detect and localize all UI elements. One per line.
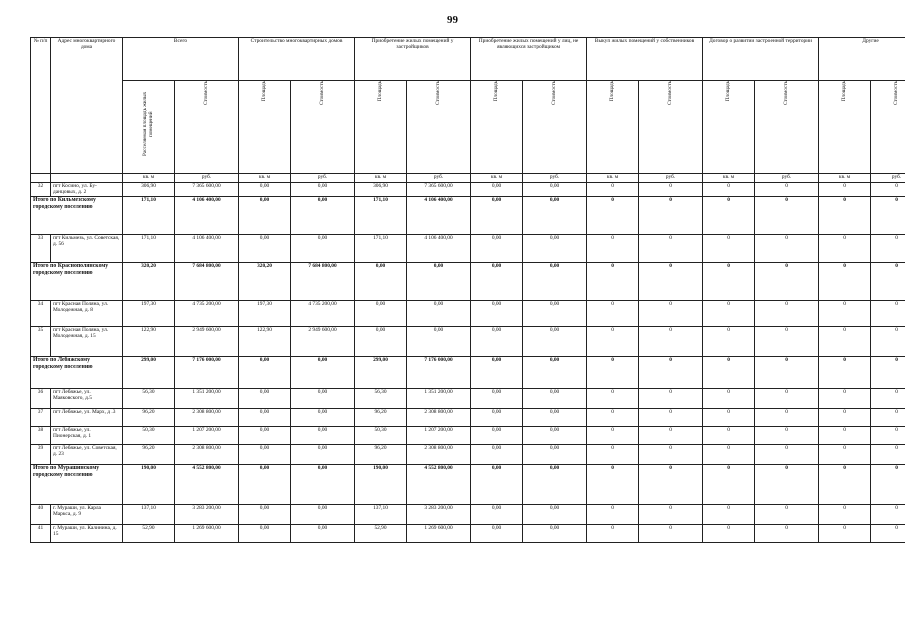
header-subcolumn-label: Расселяемая площадь жилых помещений (142, 91, 155, 157)
unit-cell: кв. м (819, 174, 871, 183)
cost-cell: 1 351 200,00 (407, 389, 471, 409)
area-cell: 0 (703, 389, 755, 409)
area-cell: 0,00 (239, 505, 291, 525)
area-cell: 0 (587, 197, 639, 235)
area-cell: 320,20 (239, 263, 291, 301)
area-cell: 0 (819, 409, 871, 427)
header-subcolumn-label: Площадь (377, 81, 384, 102)
area-cell: 52,90 (123, 525, 175, 543)
area-cell: 0 (703, 301, 755, 327)
cost-cell: 0 (871, 183, 905, 197)
unit-cell: кв. м (587, 174, 639, 183)
area-cell: 0 (587, 301, 639, 327)
header-subcolumn-label: Стоимость (203, 81, 210, 105)
cost-cell: 0 (639, 505, 703, 525)
area-cell: 0 (819, 327, 871, 357)
area-cell: 0 (819, 263, 871, 301)
cost-cell: 7 176 000,00 (175, 357, 239, 389)
cost-cell: 0,00 (523, 505, 587, 525)
cost-cell: 2 308 800,00 (407, 409, 471, 427)
header-subcolumn-label: Площадь (493, 81, 500, 102)
cost-cell: 0,00 (291, 235, 355, 263)
cost-cell: 0 (639, 235, 703, 263)
cost-cell: 0,00 (291, 357, 355, 389)
cost-cell: 4 106 400,00 (407, 197, 471, 235)
cost-cell: 7 176 000,00 (407, 357, 471, 389)
area-cell: 0,00 (471, 525, 523, 543)
area-cell: 0 (819, 235, 871, 263)
area-cell: 0 (587, 263, 639, 301)
area-cell: 0 (587, 327, 639, 357)
header-subcolumn (703, 81, 755, 174)
cost-cell: 0 (755, 409, 819, 427)
area-cell: 171,10 (123, 197, 175, 235)
cost-cell: 0 (639, 465, 703, 505)
cost-cell: 7 365 600,00 (407, 183, 471, 197)
area-cell: 0 (703, 263, 755, 301)
unit-cell: руб. (407, 174, 471, 183)
table-row (31, 183, 905, 197)
header-subcolumn-label: Стоимость (783, 81, 790, 105)
header-subcolumn (175, 81, 239, 174)
area-cell: 0,00 (239, 525, 291, 543)
header-subcolumn (239, 81, 291, 174)
area-cell: 0,00 (471, 465, 523, 505)
area-cell: 0 (703, 427, 755, 445)
area-cell: 306,90 (123, 183, 175, 197)
cost-cell: 0,00 (291, 183, 355, 197)
cost-cell: 0 (755, 327, 819, 357)
header-subcolumn-label: Стоимость (319, 81, 326, 105)
table-body (31, 183, 905, 543)
area-cell: 0 (703, 327, 755, 357)
header-group-buyout: Выкуп жилых помещений у собственников (587, 38, 703, 81)
address-cell: г. Мураши, ул. Карла Маркса, д. 9 (51, 505, 123, 525)
total-row (31, 357, 905, 389)
header-subcolumn (871, 81, 905, 174)
address-cell: пгт Лебяжье, ул. Советская, д. 23 (51, 445, 123, 465)
cost-cell: 1 207 200,00 (407, 427, 471, 445)
total-row (31, 465, 905, 505)
cost-cell: 0,00 (523, 525, 587, 543)
row-number: 36 (31, 389, 51, 409)
area-cell: 0,00 (355, 327, 407, 357)
area-cell: 171,10 (355, 235, 407, 263)
area-cell: 0,00 (239, 427, 291, 445)
resettlement-table (30, 37, 905, 543)
cost-cell: 0 (871, 409, 905, 427)
unit-cell: руб. (523, 174, 587, 183)
cost-cell: 0,00 (407, 263, 471, 301)
cost-cell: 0 (639, 445, 703, 465)
area-cell: 96,20 (123, 445, 175, 465)
area-cell: 190,00 (123, 465, 175, 505)
cost-cell: 1 351 200,00 (175, 389, 239, 409)
area-cell: 0 (587, 409, 639, 427)
cost-cell: 0 (639, 525, 703, 543)
area-cell: 56,30 (355, 389, 407, 409)
header-subcolumn-row (31, 81, 905, 174)
cost-cell: 0 (639, 197, 703, 235)
cost-cell: 0 (639, 301, 703, 327)
header-subcolumn (523, 81, 587, 174)
table-row (31, 327, 905, 357)
unit-cell: руб. (755, 174, 819, 183)
area-cell: 0 (703, 525, 755, 543)
cost-cell: 0 (871, 327, 905, 357)
area-cell: 197,30 (239, 301, 291, 327)
area-cell: 0,00 (239, 465, 291, 505)
area-cell: 0 (819, 197, 871, 235)
area-cell: 0,00 (239, 445, 291, 465)
header-subcolumn (587, 81, 639, 174)
area-cell: 299,00 (123, 357, 175, 389)
header-subcolumn-label: Стоимость (435, 81, 442, 105)
cost-cell: 4 106 400,00 (175, 235, 239, 263)
units-blank-cell (51, 174, 123, 183)
cost-cell: 0,00 (291, 525, 355, 543)
area-cell: 96,20 (355, 409, 407, 427)
cost-cell: 2 949 600,00 (291, 327, 355, 357)
unit-cell: кв. м (355, 174, 407, 183)
header-subcolumn (639, 81, 703, 174)
cost-cell: 3 283 200,00 (407, 505, 471, 525)
page-number: 99 (447, 14, 458, 26)
row-number: 35 (31, 327, 51, 357)
cost-cell: 0 (755, 389, 819, 409)
header-subcolumn-label: Площадь (261, 81, 268, 102)
cost-cell: 0,00 (291, 197, 355, 235)
cost-cell: 4 735 200,00 (291, 301, 355, 327)
cost-cell: 0 (871, 427, 905, 445)
unit-cell: руб. (871, 174, 905, 183)
cost-cell: 0,00 (523, 327, 587, 357)
address-cell: г. Мураши, ул. Калинина, д. 15 (51, 525, 123, 543)
cost-cell: 0 (871, 445, 905, 465)
area-cell: 0 (703, 197, 755, 235)
header-subcolumn (123, 81, 175, 174)
area-cell: 122,90 (123, 327, 175, 357)
header-group-other: Другие (819, 38, 905, 81)
area-cell: 0,00 (471, 427, 523, 445)
area-cell: 0 (587, 465, 639, 505)
cost-cell: 0,00 (407, 301, 471, 327)
area-cell: 320,20 (123, 263, 175, 301)
address-cell: пгт Кильмезь, ул. Советская, д. 56 (51, 235, 123, 263)
cost-cell: 0 (639, 409, 703, 427)
area-cell: 0,00 (471, 197, 523, 235)
cost-cell: 4 552 800,00 (175, 465, 239, 505)
cost-cell: 1 207 200,00 (175, 427, 239, 445)
area-cell: 0,00 (471, 235, 523, 263)
area-cell: 0,00 (239, 409, 291, 427)
unit-cell: кв. м (703, 174, 755, 183)
table-row (31, 445, 905, 465)
area-cell: 0,00 (471, 445, 523, 465)
address-cell: пгт Красная Поляна, ул. Молодежная, д. 8 (51, 301, 123, 327)
cost-cell: 0 (755, 235, 819, 263)
unit-cell: руб. (639, 174, 703, 183)
area-cell: 0 (587, 505, 639, 525)
cost-cell: 0,00 (291, 427, 355, 445)
cost-cell: 0 (871, 357, 905, 389)
cost-cell: 0 (871, 505, 905, 525)
table-row (31, 525, 905, 543)
area-cell: 0 (819, 357, 871, 389)
area-cell: 0,00 (239, 197, 291, 235)
cost-cell: 0,00 (291, 409, 355, 427)
cost-cell: 0 (755, 357, 819, 389)
header-number: № п/п (31, 38, 51, 174)
header-subcolumn-label: Площадь (841, 81, 848, 102)
cost-cell: 7 684 800,00 (175, 263, 239, 301)
cost-cell: 0 (639, 327, 703, 357)
area-cell: 0 (819, 389, 871, 409)
area-cell: 299,00 (355, 357, 407, 389)
area-cell: 96,20 (355, 445, 407, 465)
cost-cell: 2 308 800,00 (175, 445, 239, 465)
cost-cell: 0,00 (523, 183, 587, 197)
cost-cell: 2 308 800,00 (175, 409, 239, 427)
row-number: 37 (31, 409, 51, 427)
area-cell: 0,00 (471, 389, 523, 409)
table-row (31, 235, 905, 263)
cost-cell: 0,00 (291, 445, 355, 465)
cost-cell: 0 (871, 389, 905, 409)
cost-cell: 7 365 600,00 (175, 183, 239, 197)
unit-cell: кв. м (239, 174, 291, 183)
cost-cell: 2 308 800,00 (407, 445, 471, 465)
header-subcolumn-label: Стоимость (551, 81, 558, 105)
table-row (31, 409, 905, 427)
area-cell: 0,00 (471, 357, 523, 389)
cost-cell: 0,00 (523, 427, 587, 445)
table-row (31, 301, 905, 327)
area-cell: 0 (587, 357, 639, 389)
area-cell: 52,90 (355, 525, 407, 543)
area-cell: 0,00 (471, 327, 523, 357)
cost-cell: 0 (871, 197, 905, 235)
cost-cell: 0 (755, 525, 819, 543)
header-subcolumn (819, 81, 871, 174)
unit-cell: кв. м (471, 174, 523, 183)
area-cell: 50,30 (355, 427, 407, 445)
cost-cell: 0 (871, 263, 905, 301)
header-subcolumn (355, 81, 407, 174)
cost-cell: 0 (639, 357, 703, 389)
area-cell: 0 (703, 445, 755, 465)
cost-cell: 0,00 (291, 389, 355, 409)
table-row (31, 389, 905, 409)
cost-cell: 0 (639, 427, 703, 445)
cost-cell: 0 (871, 465, 905, 505)
area-cell: 306,90 (355, 183, 407, 197)
unit-cell: руб. (175, 174, 239, 183)
area-cell: 0,00 (471, 301, 523, 327)
area-cell: 0 (819, 445, 871, 465)
header-subcolumn (471, 81, 523, 174)
cost-cell: 7 684 800,00 (291, 263, 355, 301)
unit-cell: руб. (291, 174, 355, 183)
address-cell: пгт Лебяжье, ул. Маяковского, д.5 (51, 389, 123, 409)
row-number: 40 (31, 505, 51, 525)
cost-cell: 0 (639, 183, 703, 197)
cost-cell: 0,00 (523, 197, 587, 235)
total-label: Итого по Кильмезскому городскому поселению (31, 197, 123, 235)
area-cell: 0 (703, 183, 755, 197)
header-units-row (31, 174, 905, 183)
area-cell: 0 (819, 505, 871, 525)
area-cell: 0,00 (239, 357, 291, 389)
area-cell: 96,20 (123, 409, 175, 427)
header-group-purchase-non-developers: Приобретение жилых помещений у лиц, не являющихся застройщиком (471, 38, 587, 81)
area-cell: 0,00 (471, 409, 523, 427)
cost-cell: 1 269 600,00 (407, 525, 471, 543)
area-cell: 0 (703, 465, 755, 505)
header-subcolumn (755, 81, 819, 174)
area-cell: 0,00 (239, 235, 291, 263)
cost-cell: 0,00 (523, 263, 587, 301)
total-label: Итого по Краснополянскому городскому поселению (31, 263, 123, 301)
cost-cell: 4 735 200,00 (175, 301, 239, 327)
area-cell: 0 (587, 525, 639, 543)
cost-cell: 0 (755, 465, 819, 505)
header-group-development-agreement: Договор о развитии застроенной территории (703, 38, 819, 81)
area-cell: 0,00 (355, 301, 407, 327)
area-cell: 0 (819, 183, 871, 197)
row-number: 41 (31, 525, 51, 543)
row-number: 38 (31, 427, 51, 445)
cost-cell: 0,00 (523, 389, 587, 409)
area-cell: 0 (819, 301, 871, 327)
cost-cell: 0,00 (291, 505, 355, 525)
table-row (31, 427, 905, 445)
cost-cell: 0 (755, 263, 819, 301)
area-cell: 0,00 (471, 263, 523, 301)
units-blank-cell (31, 174, 51, 183)
area-cell: 56,30 (123, 389, 175, 409)
total-label: Итого по Лебяжскому городскому поселению (31, 357, 123, 389)
unit-cell: кв. м (123, 174, 175, 183)
address-cell: пгт Красная Поляна, ул. Молодежная, д. 15 (51, 327, 123, 357)
area-cell: 0 (587, 235, 639, 263)
area-cell: 0 (703, 505, 755, 525)
cost-cell: 0 (639, 263, 703, 301)
cost-cell: 0 (871, 235, 905, 263)
area-cell: 0 (819, 525, 871, 543)
cost-cell: 0 (755, 445, 819, 465)
area-cell: 0 (587, 445, 639, 465)
cost-cell: 4 106 400,00 (175, 197, 239, 235)
address-cell: пгт Косино, ул. Бу- данцовых, д. 2 (51, 183, 123, 197)
area-cell: 0 (819, 427, 871, 445)
cost-cell: 0,00 (407, 327, 471, 357)
header-group-total: Всего (123, 38, 239, 81)
cost-cell: 0 (755, 183, 819, 197)
header-subcolumn-label: Площадь (609, 81, 616, 102)
area-cell: 0 (587, 427, 639, 445)
area-cell: 0 (819, 465, 871, 505)
cost-cell: 0 (871, 525, 905, 543)
cost-cell: 0 (755, 505, 819, 525)
header-group-row (31, 38, 905, 81)
cost-cell: 0 (755, 427, 819, 445)
header-subcolumn-label: Стоимость (667, 81, 674, 105)
area-cell: 137,10 (123, 505, 175, 525)
cost-cell: 4 106 400,00 (407, 235, 471, 263)
area-cell: 0,00 (355, 263, 407, 301)
cost-cell: 0,00 (523, 409, 587, 427)
row-number: 33 (31, 235, 51, 263)
cost-cell: 2 949 600,00 (175, 327, 239, 357)
header-address: Адрес многоквартирного дома (51, 38, 123, 174)
cost-cell: 0,00 (523, 445, 587, 465)
area-cell: 137,10 (355, 505, 407, 525)
row-number: 32 (31, 183, 51, 197)
area-cell: 0 (587, 183, 639, 197)
cost-cell: 0 (755, 197, 819, 235)
total-row (31, 263, 905, 301)
cost-cell: 0,00 (523, 357, 587, 389)
header-subcolumn-label: Площадь (725, 81, 732, 102)
cost-cell: 0,00 (523, 235, 587, 263)
area-cell: 0 (587, 389, 639, 409)
area-cell: 190,00 (355, 465, 407, 505)
cost-cell: 4 552 800,00 (407, 465, 471, 505)
area-cell: 122,90 (239, 327, 291, 357)
header-subcolumn (407, 81, 471, 174)
cost-cell: 0 (755, 301, 819, 327)
cost-cell: 0 (639, 389, 703, 409)
table-row (31, 505, 905, 525)
area-cell: 171,10 (123, 235, 175, 263)
header-subcolumn (291, 81, 355, 174)
area-cell: 171,10 (355, 197, 407, 235)
total-row (31, 197, 905, 235)
area-cell: 0,00 (239, 389, 291, 409)
header-group-purchase-developers: Приобретение жилых помещений у застройщиков (355, 38, 471, 81)
area-cell: 0,00 (239, 183, 291, 197)
cost-cell: 3 283 200,00 (175, 505, 239, 525)
cost-cell: 0,00 (291, 465, 355, 505)
cost-cell: 1 269 600,00 (175, 525, 239, 543)
area-cell: 0 (703, 357, 755, 389)
row-number: 39 (31, 445, 51, 465)
area-cell: 0 (703, 409, 755, 427)
cost-cell: 0,00 (523, 301, 587, 327)
area-cell: 0,00 (471, 505, 523, 525)
area-cell: 0 (703, 235, 755, 263)
area-cell: 197,30 (123, 301, 175, 327)
header-subcolumn-label: Стоимость (893, 81, 900, 105)
cost-cell: 0,00 (523, 465, 587, 505)
area-cell: 0,00 (471, 183, 523, 197)
address-cell: пгт Лебяжье, ул. Марх, д .3 (51, 409, 123, 427)
address-cell: пгт Лебяжье, ул. Пионерская, д. 1 (51, 427, 123, 445)
area-cell: 50,30 (123, 427, 175, 445)
row-number: 34 (31, 301, 51, 327)
total-label: Итого по Мурашинскому городскому поселению (31, 465, 123, 505)
cost-cell: 0 (871, 301, 905, 327)
header-group-construction: Строительство многоквартирных домов (239, 38, 355, 81)
